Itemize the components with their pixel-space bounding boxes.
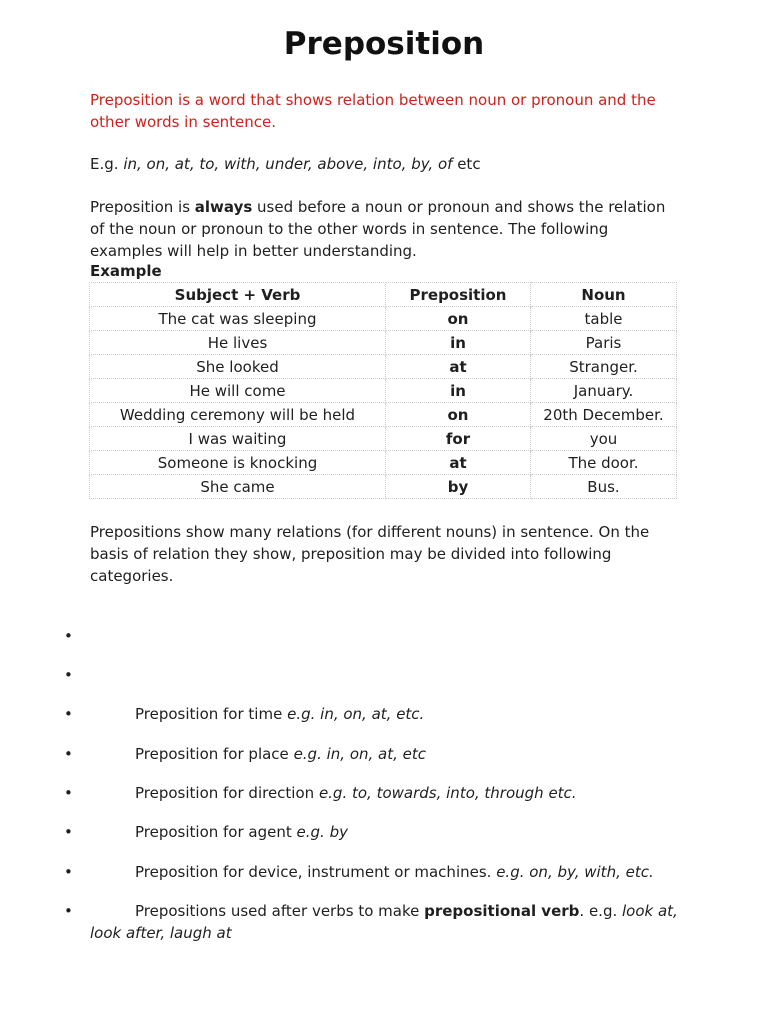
cell-preposition: for [386, 427, 531, 451]
preposition-table [89, 282, 677, 499]
category-text [90, 900, 680, 944]
category-label: Preposition for device, instrument or machines. [135, 863, 497, 881]
table-row [90, 331, 677, 355]
category-label: Preposition for time [135, 705, 288, 723]
cell-noun: Bus. [531, 475, 677, 499]
category-example: look at, look after, laugh at [90, 902, 678, 942]
category-example: e.g. on, by, with, etc. [496, 863, 654, 881]
definition-paragraph: Preposition is a word that shows relation between noun or pronoun and the other words in sentence. [90, 91, 656, 131]
cell-preposition: at [386, 355, 531, 379]
bullet-dot: • [64, 902, 73, 920]
cell-subject: He will come [90, 379, 386, 403]
cell-preposition: by [386, 475, 531, 499]
bullet-dot: • [64, 627, 73, 645]
table-row [90, 427, 677, 451]
bullet-dot: • [64, 863, 73, 881]
table-row [90, 403, 677, 427]
cell-subject: Wedding ceremony will be held [90, 403, 386, 427]
bullet-dot: • [64, 784, 73, 802]
bullet-dot: • [64, 745, 73, 763]
cell-subject: She came [90, 475, 386, 499]
relations-paragraph: Prepositions show many relations (for different nouns) in sentence. On the basis of relation they show, preposition may be divided into following categories. [90, 523, 650, 585]
cell-noun: 20th December. [531, 403, 677, 427]
cell-noun: table [531, 307, 677, 331]
cell-preposition: at [386, 451, 531, 475]
bullet-dot: • [64, 666, 73, 684]
cell-noun: January. [531, 379, 677, 403]
cell-noun: The door. [531, 451, 677, 475]
cell-subject: I was waiting [90, 427, 386, 451]
cell-noun: Paris [531, 331, 677, 355]
usage-after: used before a noun or pronoun and shows the relation of the noun or pronoun to the other words in sentence. The following examples will help in better understanding. [90, 198, 666, 260]
usage-before: Preposition is [90, 198, 195, 216]
cell-preposition: on [386, 307, 531, 331]
category-label: Preposition for place [135, 745, 294, 763]
header-preposition: Preposition [386, 283, 531, 307]
table-row [90, 475, 677, 499]
category-example: e.g. in, on, at, etc [293, 745, 427, 763]
cell-preposition: in [386, 331, 531, 355]
table-row [90, 379, 677, 403]
category-text [135, 703, 675, 725]
category-label: Prepositions used after verbs to make [135, 902, 425, 920]
cell-subject: He lives [90, 331, 386, 355]
table-row [90, 451, 677, 475]
header-noun: Noun [531, 283, 677, 307]
usage-paragraph [90, 196, 682, 262]
category-text [135, 861, 675, 883]
cell-noun: you [531, 427, 677, 451]
category-middle: . e.g. [579, 902, 622, 920]
cell-subject: The cat was sleeping [90, 307, 386, 331]
category-example: e.g. in, on, at, etc. [287, 705, 425, 723]
category-label: Preposition for direction [135, 784, 319, 802]
category-label: Preposition for agent [135, 823, 297, 841]
eg-suffix: etc [452, 155, 481, 173]
category-bold: prepositional verb [424, 902, 580, 920]
cell-noun: Stranger. [531, 355, 677, 379]
eg-words: in, on, at, to, with, under, above, into, by, of [123, 155, 453, 173]
eg-prefix: E.g. [90, 155, 124, 173]
category-text [135, 743, 675, 765]
table-row [90, 355, 677, 379]
bullet-dot: • [64, 705, 73, 723]
table-row [90, 307, 677, 331]
page-title: Preposition [283, 26, 485, 62]
example-words-paragraph [90, 153, 682, 175]
header-subject-verb: Subject + Verb [90, 283, 386, 307]
cell-subject: She looked [90, 355, 386, 379]
bullet-dot: • [64, 823, 73, 841]
table-header-row [90, 283, 677, 307]
category-text [135, 782, 675, 804]
category-text [135, 821, 675, 843]
cell-preposition: in [386, 379, 531, 403]
category-example: e.g. by [296, 823, 348, 841]
category-example: e.g. to, towards, into, through etc. [318, 784, 577, 802]
example-label: Example [90, 262, 162, 280]
usage-bold: always [194, 198, 253, 216]
cell-preposition: on [386, 403, 531, 427]
cell-subject: Someone is knocking [90, 451, 386, 475]
